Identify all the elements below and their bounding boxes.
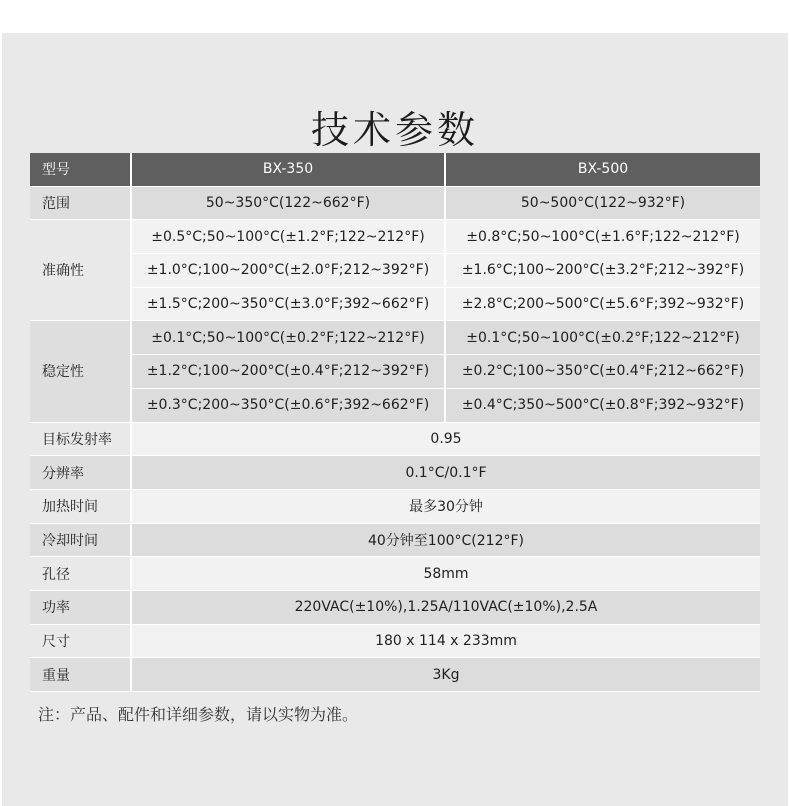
- size-row: [30, 624, 760, 658]
- model-bx500: BX-500: [445, 153, 760, 186]
- row-label: 功率: [30, 590, 131, 624]
- table-cell: ±1.0°C;100~200°C(±2.0°F;212~392°F): [131, 254, 445, 288]
- table-cell: 50~500°C(122~932°F): [445, 186, 760, 220]
- footnote: 注：产品、配件和详细参数，请以实物为准。: [38, 705, 359, 724]
- stability-row: [30, 388, 760, 422]
- table-cell: 50~350°C(122~662°F): [131, 186, 445, 220]
- aperture-row: [30, 557, 760, 591]
- table-cell: 220VAC(±10%),1.25A/110VAC(±10%),2.5A: [131, 590, 760, 624]
- range-row: [30, 186, 760, 220]
- row-label: 准确性: [30, 220, 131, 321]
- table-cell: ±0.1°C;50~100°C(±0.2°F;122~212°F): [131, 321, 445, 355]
- table-cell: ±0.4°C;350~500°C(±0.8°F;392~932°F): [445, 388, 760, 422]
- cooling-row: [30, 523, 760, 557]
- resolution-row: [30, 456, 760, 490]
- model-bx350: BX-350: [131, 153, 445, 186]
- table-cell: 3Kg: [131, 658, 760, 692]
- stability-row: [30, 321, 760, 355]
- accuracy-row: [30, 254, 760, 288]
- row-label: 分辨率: [30, 456, 131, 490]
- row-label: 冷却时间: [30, 523, 131, 557]
- spec-table: [30, 153, 760, 692]
- row-label: 范围: [30, 186, 131, 220]
- table-cell: ±0.5°C;50~100°C(±1.2°F;122~212°F): [131, 220, 445, 254]
- table-cell: ±0.2°C;100~350°C(±0.4°F;212~662°F): [445, 355, 760, 389]
- table-cell: 0.95: [131, 422, 760, 456]
- row-label: 重量: [30, 658, 131, 692]
- table-cell: ±2.8°C;200~500°C(±5.6°F;392~932°F): [445, 287, 760, 321]
- table-cell: ±1.2°C;100~200°C(±0.4°F;212~392°F): [131, 355, 445, 389]
- power-row: [30, 590, 760, 624]
- table-cell: 40分钟至100°C(212°F): [131, 523, 760, 557]
- table-cell: ±0.8°C;50~100°C(±1.6°F;122~212°F): [445, 220, 760, 254]
- row-label: 孔径: [30, 557, 131, 591]
- table-cell: 最多30分钟: [131, 489, 760, 523]
- row-label: 目标发射率: [30, 422, 131, 456]
- header-row: [30, 153, 760, 186]
- accuracy-row: [30, 287, 760, 321]
- emissivity-row: [30, 422, 760, 456]
- accuracy-row: [30, 220, 760, 254]
- table-cell: ±0.3°C;200~350°C(±0.6°F;392~662°F): [131, 388, 445, 422]
- table-cell: ±0.1°C;50~100°C(±0.2°F;122~212°F): [445, 321, 760, 355]
- table-cell: ±1.6°C;100~200°C(±3.2°F;212~392°F): [445, 254, 760, 288]
- row-label: 尺寸: [30, 624, 131, 658]
- header-label: 型号: [30, 153, 131, 186]
- row-label: 加热时间: [30, 489, 131, 523]
- heating-row: [30, 489, 760, 523]
- stability-row: [30, 355, 760, 389]
- page-title: 技术参数: [310, 108, 479, 153]
- weight-row: [30, 658, 760, 692]
- table-cell: 180 x 114 x 233mm: [131, 624, 760, 658]
- table-cell: 0.1°C/0.1°F: [131, 456, 760, 490]
- table-cell: ±1.5°C;200~350°C(±3.0°F;392~662°F): [131, 287, 445, 321]
- row-label: 稳定性: [30, 321, 131, 422]
- table-cell: 58mm: [131, 557, 760, 591]
